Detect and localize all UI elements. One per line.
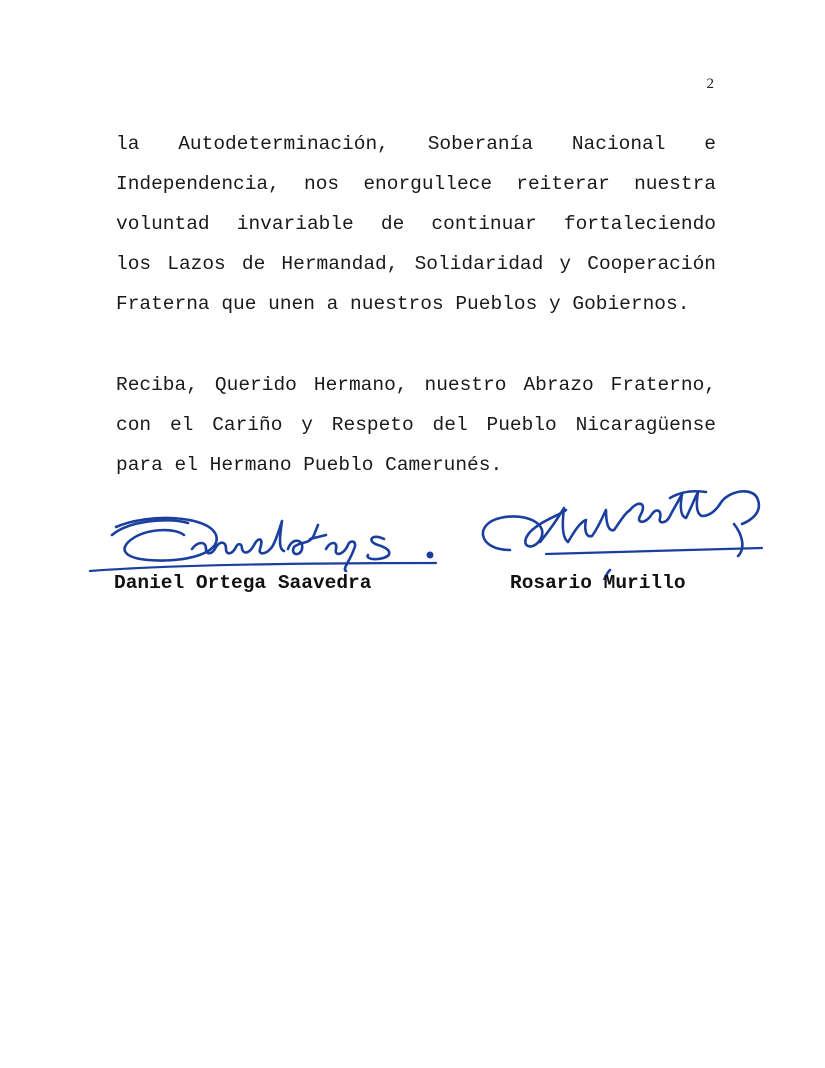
text-line: la Autodeterminación, Soberanía Nacional e [116, 133, 716, 155]
signer-name-murillo: Rosario Murillo [510, 572, 686, 594]
text-line: con el Cariño y Respeto del Pueblo Nicaragüense [116, 414, 716, 436]
signature-rosario-murillo [470, 480, 770, 580]
page-number: 2 [706, 76, 714, 92]
text-line: Fraterna que unen a nuestros Pueblos y Gobiernos. [116, 293, 690, 315]
text-line: para el Hermano Pueblo Camerunés. [116, 454, 503, 476]
paragraph-closing [116, 124, 716, 324]
paragraph-salutation [116, 365, 716, 485]
text-line: los Lazos de Hermandad, Solidaridad y Cooperación [116, 253, 716, 275]
text-line: Reciba, Querido Hermano, nuestro Abrazo Fraterno, [116, 374, 716, 396]
text-line: Independencia, nos enorgullece reiterar nuestra [116, 173, 716, 195]
signer-name-ortega: Daniel Ortega Saavedra [114, 572, 372, 594]
text-line: voluntad invariable de continuar fortaleciendo [116, 213, 716, 235]
